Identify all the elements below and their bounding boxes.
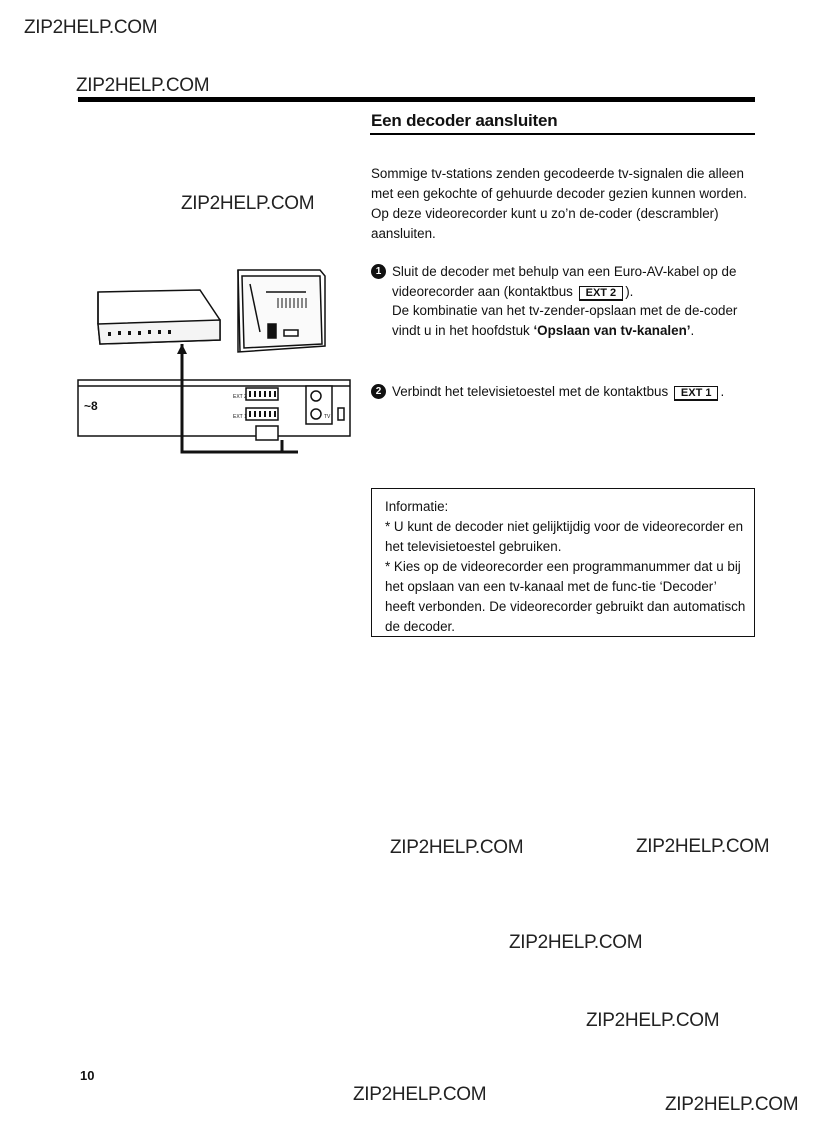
step-1 <box>371 262 761 362</box>
step-2 <box>371 382 761 426</box>
watermark: ZIP2HELP.COM <box>586 1010 720 1031</box>
watermark: ZIP2HELP.COM <box>390 837 524 858</box>
watermark: ZIP2HELP.COM <box>76 75 210 96</box>
decoder-box <box>98 290 220 344</box>
watermark: ZIP2HELP.COM <box>509 932 643 953</box>
watermark: ZIP2HELP.COM <box>665 1094 799 1115</box>
title-rule <box>370 133 755 135</box>
top-rule <box>78 97 755 102</box>
info-heading: Informatie: <box>385 499 449 514</box>
ext2-socket-label: EXT 2 <box>233 394 247 400</box>
info-text <box>385 497 747 637</box>
cable-arrow <box>177 344 187 354</box>
info-line: * U kunt de decoder niet gelijktijdig voor de videorecorder en het televisietoestel gebruiken. <box>385 519 744 554</box>
step-note-end: . <box>690 322 695 338</box>
tv-set <box>238 270 325 352</box>
step-text-start: Verbindt het televisietoestel met de kontaktbus <box>392 384 672 399</box>
step-text-start: Sluit de decoder met behulp van een Euro-AV-kabel op de videorecorder aan (kontaktbus <box>392 264 737 299</box>
info-line: * Kies op de videorecorder een programmanummer dat u bij het opslaan van een tv-kanaal met de func-tie ‘Decoder’ heeft verbonden. De videorecorder gebruikt dan automatisch de decoder. <box>385 559 746 634</box>
step-text-end: . <box>720 384 725 399</box>
watermark: ZIP2HELP.COM <box>24 17 158 38</box>
vcr-label: ~8 <box>84 399 98 413</box>
page-number: 10 <box>80 1068 95 1083</box>
step-number: 1 <box>371 264 386 279</box>
chapter-reference: ‘Opslaan van tv-kanalen’ <box>533 322 691 338</box>
watermark: ZIP2HELP.COM <box>181 193 315 214</box>
step-note: De kombinatie van het tv-zender-opslaan met de de-coder vindt u in het hoofdstuk <box>392 303 738 338</box>
ext1-socket-label: EXT 1 <box>233 414 247 420</box>
step-text <box>392 262 757 340</box>
section-title: Een decoder aansluiten <box>371 111 558 130</box>
step-number: 2 <box>371 384 386 399</box>
info-box <box>371 488 755 637</box>
watermark: ZIP2HELP.COM <box>353 1084 487 1105</box>
step-text <box>392 382 757 402</box>
intro-paragraph: Sommige tv-stations zenden gecodeerde tv-signalen die alleen met een gekochte of gehuurde decoder gezien kunnen worden. Op deze videorecorder kunt u zo’n de-coder (descrambler) aansluiten. <box>371 166 747 241</box>
step-text-end: ). <box>625 283 634 299</box>
watermark: ZIP2HELP.COM <box>636 836 770 857</box>
vcr-rear-panel <box>78 380 350 440</box>
socket-label-ext1: EXT 1 <box>674 386 719 401</box>
connection-diagram <box>70 262 360 462</box>
socket-label-ext2: EXT 2 <box>579 286 624 301</box>
tv-socket-label: TV <box>324 414 331 420</box>
